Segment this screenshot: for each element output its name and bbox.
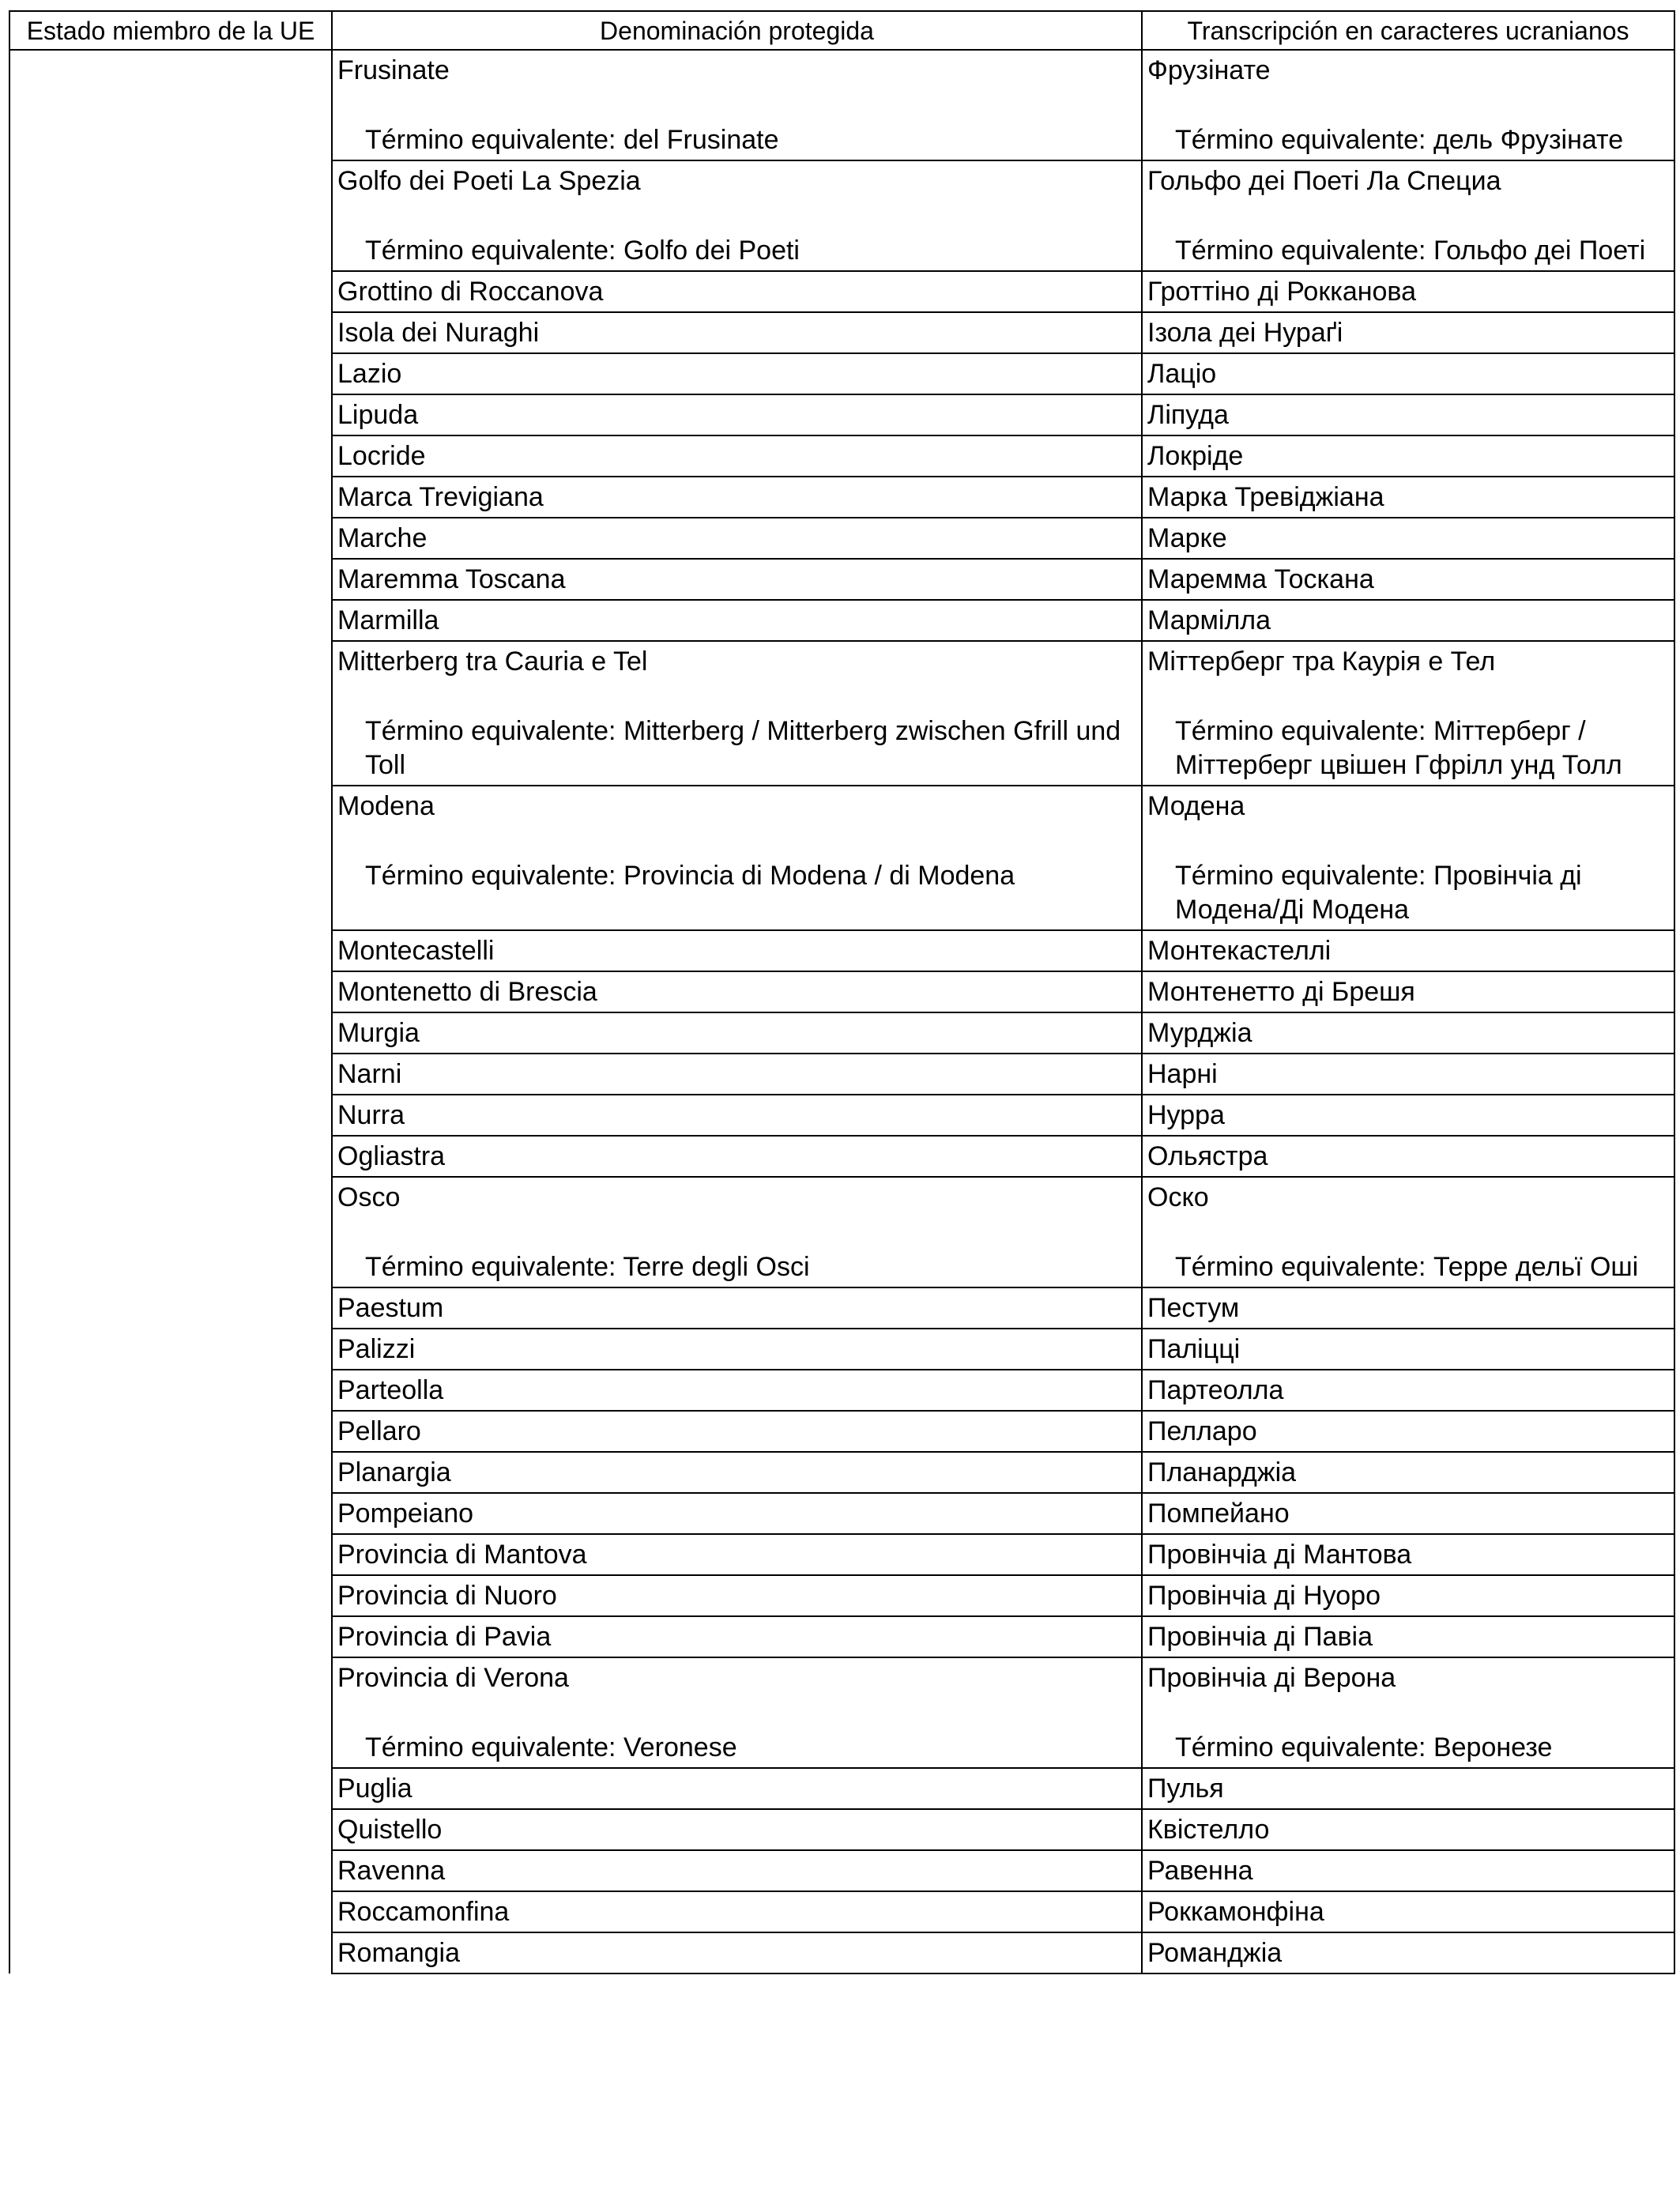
transcription-cell	[1142, 1370, 1674, 1411]
transcription-cell	[1142, 1095, 1674, 1136]
transcription-cell-text: Романджіа	[1147, 1938, 1283, 1968]
transcription-cell	[1142, 930, 1674, 971]
protected-name-cell	[332, 50, 1142, 160]
transcription-cell-text: Модена	[1147, 791, 1245, 821]
transcription-cell	[1142, 1575, 1674, 1616]
protected-name-cell	[332, 1329, 1142, 1370]
protected-name-cell	[332, 1411, 1142, 1452]
transcription-cell-text: Помпейано	[1147, 1498, 1290, 1529]
spacer	[333, 1217, 1141, 1250]
protected-name-cell-text: Ravenna	[337, 1856, 446, 1886]
transcription-cell	[1142, 50, 1674, 160]
transcription-cell-text: Мурджіа	[1147, 1018, 1252, 1048]
transcription-cell	[1142, 435, 1674, 477]
equivalent-term: Término equivalente: дель Фрузінате	[1175, 125, 1624, 155]
protected-name-cell-text: Romangia	[337, 1938, 460, 1968]
transcription-cell	[1142, 160, 1674, 271]
protected-name-cell	[332, 271, 1142, 312]
equivalent-term: Término equivalente: Mitterberg / Mitterberg zwischen Gfrill und Toll	[365, 716, 1121, 780]
protected-name-cell-text: Murgia	[337, 1018, 420, 1048]
protected-name-cell-text: Isola dei Nuraghi	[337, 318, 540, 348]
protected-name-cell-text: Pompeiano	[337, 1498, 474, 1529]
protected-name-cell	[332, 1616, 1142, 1657]
transcription-cell	[1142, 1452, 1674, 1493]
transcription-cell	[1142, 971, 1674, 1012]
transcription-cell	[1142, 1932, 1674, 1973]
protected-name-cell-text: Palizzi	[337, 1334, 416, 1364]
protected-name-cell-text: Maremma Toscana	[337, 564, 566, 594]
protected-name-cell	[332, 1534, 1142, 1575]
spacer	[333, 681, 1141, 714]
transcription-cell	[1142, 1329, 1674, 1370]
protected-name-cell-text: Paestum	[337, 1293, 444, 1323]
protected-name-cell-text: Grottino di Roccanova	[337, 277, 604, 307]
transcription-cell-text: Мармілла	[1147, 605, 1271, 635]
transcription-cell-text: Фрузінате	[1147, 55, 1271, 85]
protected-name-cell-text: Golfo dei Poeti La Spezia	[337, 166, 641, 196]
protected-name-cell-text: Lazio	[337, 359, 402, 389]
protected-name-cell	[332, 477, 1142, 518]
protected-name-cell-text: Lipuda	[337, 400, 419, 430]
header-member-state: Estado miembro de la UE	[9, 11, 332, 50]
transcription-cell	[1142, 786, 1674, 930]
protected-name-cell-text: Montenetto di Brescia	[337, 977, 597, 1007]
protected-name-cell-text: Mitterberg tra Cauria e Tel	[337, 647, 648, 677]
transcription-cell-text: Марка Тревіджіана	[1147, 482, 1384, 512]
protected-name-cell	[332, 1932, 1142, 1973]
transcription-cell	[1142, 1493, 1674, 1534]
equivalent-term: Término equivalente: Veronese	[365, 1732, 737, 1762]
transcription-cell	[1142, 518, 1674, 559]
protected-name-cell-text: Quistello	[337, 1815, 443, 1845]
equivalent-term: Término equivalente: Golfo dei Poeti	[365, 236, 800, 266]
protected-name-cell-text: Provincia di Nuoro	[337, 1581, 557, 1611]
table-row	[9, 50, 1674, 160]
protected-name-cell	[332, 1287, 1142, 1329]
transcription-cell	[1142, 1177, 1674, 1287]
transcription-cell	[1142, 559, 1674, 600]
transcription-cell	[1142, 477, 1674, 518]
transcription-cell	[1142, 1287, 1674, 1329]
protected-name-cell-text: Planargia	[337, 1457, 451, 1487]
table-body	[9, 50, 1674, 1973]
transcription-cell-text: Паліцці	[1147, 1334, 1241, 1364]
protected-name-cell-text: Marca Trevigiana	[337, 482, 544, 512]
protected-name-cell-text: Pellaro	[337, 1416, 421, 1446]
spacer	[1143, 1698, 1674, 1731]
protected-name-cell	[332, 1891, 1142, 1932]
spacer	[333, 1698, 1141, 1731]
spacer	[1143, 1217, 1674, 1250]
protected-name-cell-text: Frusinate	[337, 55, 450, 85]
protected-name-cell	[332, 160, 1142, 271]
transcription-cell	[1142, 641, 1674, 786]
transcription-cell	[1142, 312, 1674, 353]
protected-name-cell	[332, 435, 1142, 477]
member-state-cell	[9, 50, 332, 1973]
protected-name-cell	[332, 1095, 1142, 1136]
protected-name-cell-text: Locride	[337, 441, 426, 471]
protected-name-cell	[332, 786, 1142, 930]
transcription-cell-text: Оско	[1147, 1182, 1209, 1212]
protected-name-cell	[332, 1575, 1142, 1616]
transcription-cell	[1142, 1809, 1674, 1850]
equivalent-term: Término equivalente: Провінчіа ді Модена/Ді Модена	[1175, 861, 1582, 925]
transcription-cell	[1142, 1012, 1674, 1054]
transcription-cell-text: Пестум	[1147, 1293, 1240, 1323]
protected-name-cell	[332, 518, 1142, 559]
transcription-cell-text: Гроттіно ді Рокканова	[1147, 277, 1417, 307]
protected-name-cell-text: Provincia di Verona	[337, 1663, 569, 1693]
transcription-cell-text: Ольястра	[1147, 1141, 1268, 1171]
protected-name-cell	[332, 1768, 1142, 1809]
spacer	[333, 201, 1141, 234]
transcription-cell-text: Монтенетто ді Брешя	[1147, 977, 1415, 1007]
header-transcription: Transcripción en caracteres ucranianos	[1142, 11, 1674, 50]
equivalent-term: Término equivalente: Веронезе	[1175, 1732, 1553, 1762]
protected-name-cell-text: Provincia di Mantova	[337, 1540, 587, 1570]
transcription-cell	[1142, 271, 1674, 312]
protected-name-cell	[332, 1452, 1142, 1493]
protected-name-cell	[332, 1177, 1142, 1287]
equivalent-term: Término equivalente: Терре дельї Оші	[1175, 1252, 1639, 1282]
protected-name-cell	[332, 1493, 1142, 1534]
transcription-cell	[1142, 1891, 1674, 1932]
protected-name-cell-text: Narni	[337, 1059, 402, 1089]
protected-name-cell	[332, 971, 1142, 1012]
transcription-cell	[1142, 1768, 1674, 1809]
protected-name-cell-text: Nurra	[337, 1100, 405, 1130]
header-protected-name: Denominación protegida	[332, 11, 1142, 50]
header-row	[9, 11, 1674, 50]
transcription-cell	[1142, 1534, 1674, 1575]
transcription-cell-text: Ліпуда	[1147, 400, 1229, 430]
transcription-cell-text: Квістелло	[1147, 1815, 1270, 1845]
transcription-cell-text: Монтекастеллі	[1147, 936, 1332, 966]
equivalent-term: Término equivalente: Гольфо деі Поеті	[1175, 236, 1646, 266]
protected-name-cell	[332, 394, 1142, 435]
transcription-cell-text: Ізола деі Нураґі	[1147, 318, 1343, 348]
equivalent-term: Término equivalente: Provincia di Modena / di Modena	[365, 861, 1015, 891]
transcription-cell	[1142, 1616, 1674, 1657]
protected-name-cell	[332, 600, 1142, 641]
transcription-cell-text: Міттерберг тра Каурія е Тел	[1147, 647, 1496, 677]
transcription-cell-text: Маремма Тоскана	[1147, 564, 1374, 594]
transcription-cell	[1142, 600, 1674, 641]
protected-name-cell	[332, 1809, 1142, 1850]
equivalent-term: Término equivalente: Terre degli Osci	[365, 1252, 810, 1282]
protected-name-cell-text: Osco	[337, 1182, 401, 1212]
transcription-cell	[1142, 1657, 1674, 1768]
protected-name-cell-text: Modena	[337, 791, 435, 821]
transcription-cell-text: Локріде	[1147, 441, 1244, 471]
transcription-cell	[1142, 394, 1674, 435]
protected-name-cell	[332, 1370, 1142, 1411]
spacer	[1143, 826, 1674, 859]
transcription-cell-text: Роккамонфіна	[1147, 1897, 1324, 1927]
transcription-cell-text: Лаціо	[1147, 359, 1217, 389]
transcription-cell-text: Марке	[1147, 523, 1227, 553]
transcription-cell-text: Пулья	[1147, 1774, 1224, 1804]
transcription-cell	[1142, 1411, 1674, 1452]
protected-name-cell-text: Puglia	[337, 1774, 412, 1804]
transcription-cell-text: Нурра	[1147, 1100, 1225, 1130]
transcription-cell-text: Провінчіа ді Мантова	[1147, 1540, 1412, 1570]
transcription-cell-text: Нарні	[1147, 1059, 1218, 1089]
transcription-cell	[1142, 1850, 1674, 1891]
transcription-cell-text: Гольфо деі Поеті Ла Специа	[1147, 166, 1501, 196]
protected-name-cell	[332, 930, 1142, 971]
transcription-cell-text: Равенна	[1147, 1856, 1253, 1886]
protected-name-cell-text: Marmilla	[337, 605, 439, 635]
protected-name-cell	[332, 353, 1142, 394]
protected-name-cell	[332, 1657, 1142, 1768]
equivalent-term: Término equivalente: del Frusinate	[365, 125, 779, 155]
spacer	[1143, 201, 1674, 234]
protected-name-cell	[332, 1136, 1142, 1177]
protected-name-cell-text: Provincia di Pavia	[337, 1622, 552, 1652]
protected-name-cell	[332, 1012, 1142, 1054]
transcription-cell-text: Провінчіа ді Нуоро	[1147, 1581, 1381, 1611]
protected-name-cell-text: Parteolla	[337, 1375, 444, 1405]
protected-name-cell	[332, 1850, 1142, 1891]
transcription-cell	[1142, 353, 1674, 394]
spacer	[1143, 90, 1674, 123]
protected-name-cell-text: Montecastelli	[337, 936, 495, 966]
transcription-cell	[1142, 1136, 1674, 1177]
protected-name-cell-text: Ogliastra	[337, 1141, 446, 1171]
transcription-cell-text: Провінчіа ді Павіа	[1147, 1622, 1373, 1652]
spacer	[333, 826, 1141, 859]
transcription-cell-text: Планарджіа	[1147, 1457, 1297, 1487]
transcription-cell-text: Пелларо	[1147, 1416, 1257, 1446]
transcription-cell-text: Провінчіа ді Верона	[1147, 1663, 1396, 1693]
spacer	[1143, 681, 1674, 714]
protected-name-cell	[332, 312, 1142, 353]
protected-name-cell	[332, 641, 1142, 786]
spacer	[333, 90, 1141, 123]
protected-name-cell	[332, 1054, 1142, 1095]
denominations-table	[9, 10, 1675, 1974]
equivalent-term: Término equivalente: Міттерберг / Міттерберг цвішен Гфрілл унд Толл	[1175, 716, 1622, 780]
protected-name-cell-text: Roccamonfina	[337, 1897, 510, 1927]
protected-name-cell	[332, 559, 1142, 600]
transcription-cell-text: Партеолла	[1147, 1375, 1284, 1405]
protected-name-cell-text: Marche	[337, 523, 428, 553]
transcription-cell	[1142, 1054, 1674, 1095]
